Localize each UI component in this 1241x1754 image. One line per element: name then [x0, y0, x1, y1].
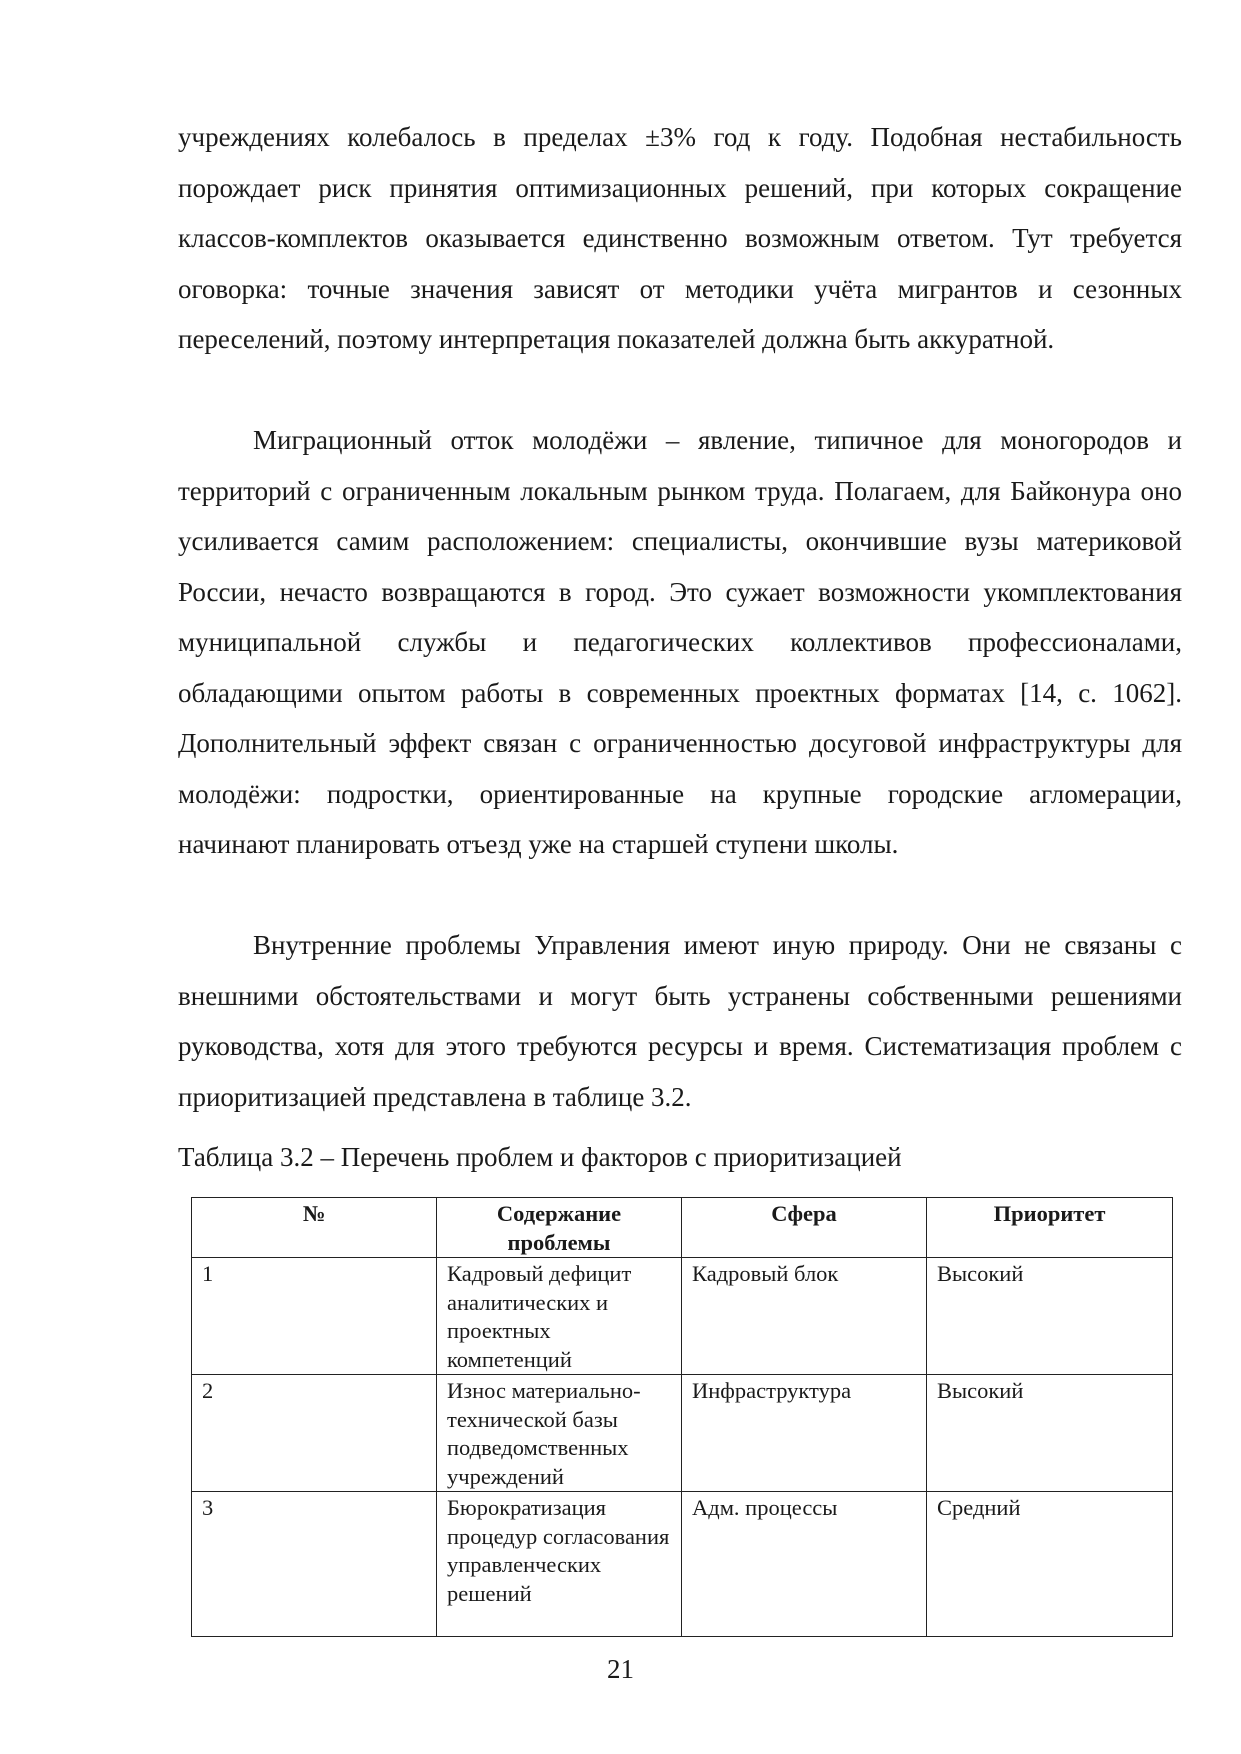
cell-number: 1: [192, 1258, 437, 1375]
cell-sphere: Инфраструктура: [682, 1375, 927, 1492]
page-number: 21: [607, 1654, 634, 1684]
problems-table: [191, 1197, 1173, 1637]
header-sphere: Сфера: [682, 1198, 927, 1258]
cell-problem: Бюрократизация процедур согласования управленческих решений: [437, 1492, 682, 1637]
paragraph-text: Миграционный отток молодёжи – явление, типичное для моногородов и территорий с ограниченным локальным рынком труда. Полагаем, для Байконура оно усиливается самим расположением: специалисты, окончившие вузы материковой России, нечасто возвращаются в город. Это сужает возможности укомплектования муниципальной службы и педагогических коллективов профессионалами, обладающими опытом работы в современных проектных форматах [14, с. 1062]. Дополнительный эффект связан с ограниченностью досуговой инфраструктуры для молодёжи: подростки, ориентированные на крупные городские агломерации, начинают планировать отъезд уже на старшей ступени школы.: [178, 425, 1182, 859]
cell-problem: Кадровый дефицит аналитических и проектных компетенций: [437, 1258, 682, 1375]
paragraph-continuation: [178, 112, 1182, 365]
header-priority: Приоритет: [927, 1198, 1173, 1258]
cell-priority: Средний: [927, 1492, 1173, 1637]
table-row: [192, 1258, 1173, 1375]
cell-sphere: Адм. процессы: [682, 1492, 927, 1637]
cell-priority: Высокий: [927, 1375, 1173, 1492]
cell-priority: Высокий: [927, 1258, 1173, 1375]
table-caption: Таблица 3.2 – Перечень проблем и факторов с приоритизацией: [178, 1142, 902, 1172]
table-header-row: [192, 1198, 1173, 1258]
cell-problem: Износ материально-технической базы подведомственных учреждений: [437, 1375, 682, 1492]
paragraph-internal-problems: [178, 920, 1182, 1122]
paragraph-youth-migration: [178, 415, 1182, 870]
header-problem: Содержание проблемы: [437, 1198, 682, 1258]
header-number: №: [192, 1198, 437, 1258]
table-row: [192, 1492, 1173, 1637]
paragraph-text: Внутренние проблемы Управления имеют иную природу. Они не связаны с внешними обстоятельствами и могут быть устранены собственными решениями руководства, хотя для этого требуются ресурсы и время. Систематизация проблем с приоритизацией представлена в таблице 3.2.: [178, 930, 1182, 1112]
cell-number: 3: [192, 1492, 437, 1637]
cell-number: 2: [192, 1375, 437, 1492]
cell-sphere: Кадровый блок: [682, 1258, 927, 1375]
table-row: [192, 1375, 1173, 1492]
paragraph-text: учреждениях колебалось в пределах ±3% год к году. Подобная нестабильность порождает риск принятия оптимизационных решений, при которых сокращение классов-комплектов оказывается единственно возможным ответом. Тут требуется оговорка: точные значения зависят от методики учёта мигрантов и сезонных переселений, поэтому интерпретация показателей должна быть аккуратной.: [178, 122, 1182, 354]
